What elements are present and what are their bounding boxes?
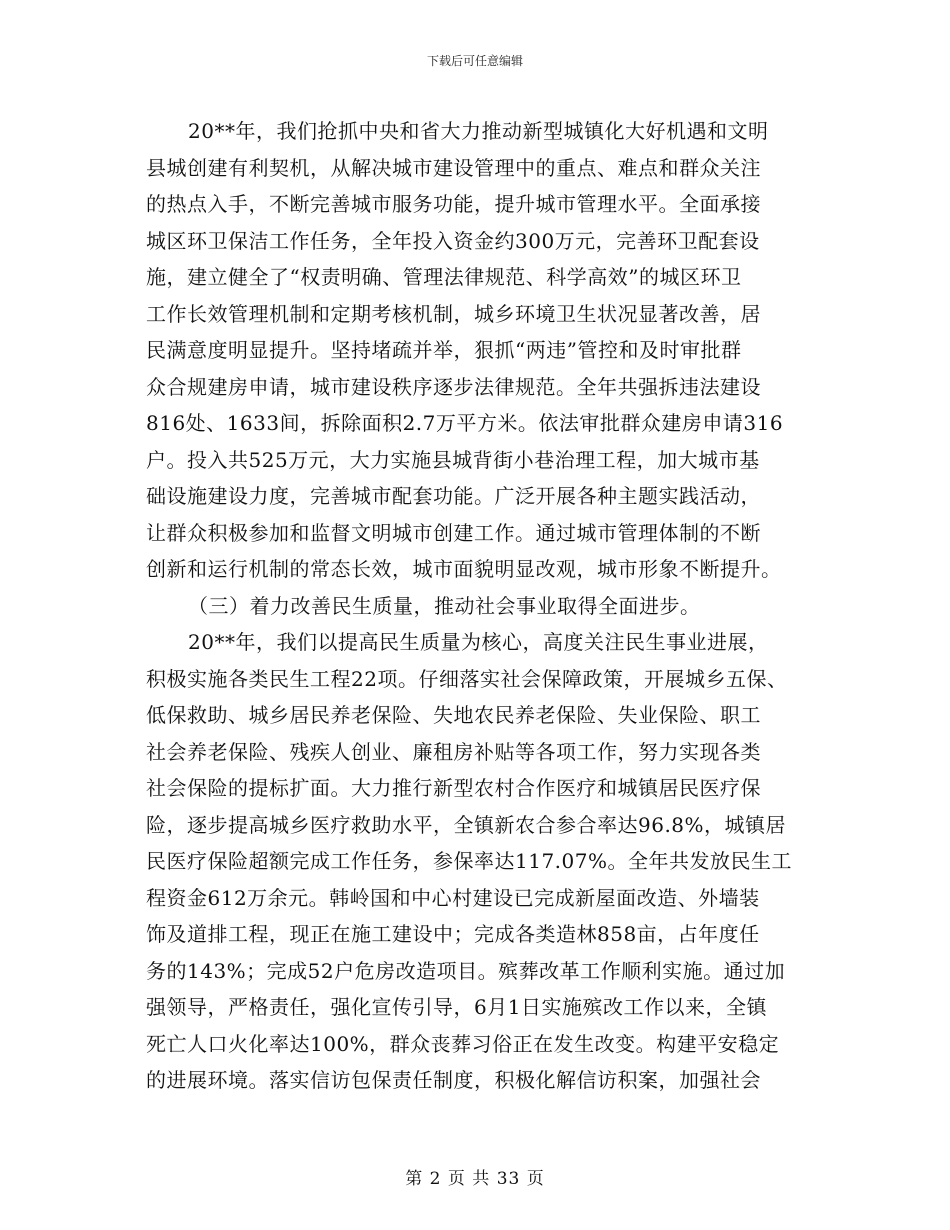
paragraph-line: 程资金612万余元。韩岭国和中心村建设已完成新屋面改造、外墙装: [146, 885, 760, 910]
paragraph-line: 积极实施各类民生工程22项。仔细落实社会保障政策，开展城乡五保、: [146, 666, 788, 691]
body-text: [146, 113, 826, 1099]
paragraph-line: 让群众积极参加和监督文明城市创建工作。通过城市管理体制的不断: [146, 520, 761, 545]
paragraph-line: 20**年，我们以提高民生质量为核心，高度关注民生事业进展，: [188, 630, 769, 654]
paragraph-line: 低保救助、城乡居民养老保险、失地农民养老保险、失业保险、职工: [146, 703, 761, 727]
paragraph-line: 创新和运行机制的常态长效，城市面貌明显改观，城市形象不断提升。: [146, 557, 782, 581]
paragraph-line: 社会养老保险、残疾人创业、廉租房补贴等各项工作，努力实现各类: [146, 739, 761, 764]
page-header: 下载后可任意编辑: [426, 54, 523, 68]
paragraph-line: 户。投入共525万元，大力实施县城背街小巷治理工程，加大城市基: [146, 447, 760, 472]
paragraph-line: 20**年，我们抢抓中央和省大力推动新型城镇化大好机遇和文明: [188, 119, 769, 143]
section-heading: （三）着力改善民生质量，推动社会事业取得全面进步。: [188, 593, 701, 618]
paragraph-line: 社会保险的提标扩面。大力推行新型农村合作医疗和城镇居民医疗保: [146, 776, 761, 800]
paragraph-line: 的热点入手，不断完善城市服务功能，提升城市管理水平。全面承接: [146, 192, 761, 216]
paragraph-line: 死亡人口火化率达100%，群众丧葬习俗正在发生改变。构建平安稳定: [146, 1031, 780, 1056]
paragraph-line: 民满意度明显提升。坚持堵疏并举，狠抓“两违”管控和及时审批群: [146, 338, 742, 362]
paragraph-line: 务的143%；完成52户危房改造项目。殡葬改革工作顺利实施。通过加: [146, 958, 786, 983]
paragraph-line: 民医疗保险超额完成工作任务，参保率达117.07%。全年共发放民生工: [146, 849, 792, 873]
paragraph-line: 城区环卫保洁工作任务，全年投入资金约300万元，完善环卫配套设: [146, 228, 760, 253]
paragraph-line: 的进展环境。落实信访包保责任制度，积极化解信访积案，加强社会: [146, 1068, 761, 1092]
paragraph-line: 县城创建有利契机，从解决城市建设管理中的重点、难点和群众关注: [146, 155, 761, 180]
paragraph-line: 础设施建设力度，完善城市配套功能。广泛开展各种主题实践活动，: [146, 484, 761, 508]
paragraph-line: 饰及道排工程，现正在施工建设中；完成各类造林858亩，占年度任: [146, 922, 760, 946]
page-footer: 第 2 页 共 33 页: [405, 1169, 545, 1189]
paragraph-line: 施，建立健全了“权责明确、管理法律规范、科学高效”的城区环卫: [146, 265, 742, 289]
paragraph-line: 险，逐步提高城乡医疗救助水平，全镇新农合参合率达96.8%，城镇居: [146, 812, 787, 837]
paragraph-line: 816处、1633间，拆除面积2.7万平方米。依法审批群众建房申请316: [146, 411, 784, 435]
paragraph-line: 强领导，严格责任，强化宣传引导，6月1日实施殡改工作以来，全镇: [146, 995, 767, 1019]
paragraph-line: 众合规建房申请，城市建设秩序逐步法律规范。全年共强拆违法建设: [146, 374, 761, 399]
paragraph-line: 工作长效管理机制和定期考核机制，城乡环境卫生状况显著改善，居: [146, 301, 761, 326]
